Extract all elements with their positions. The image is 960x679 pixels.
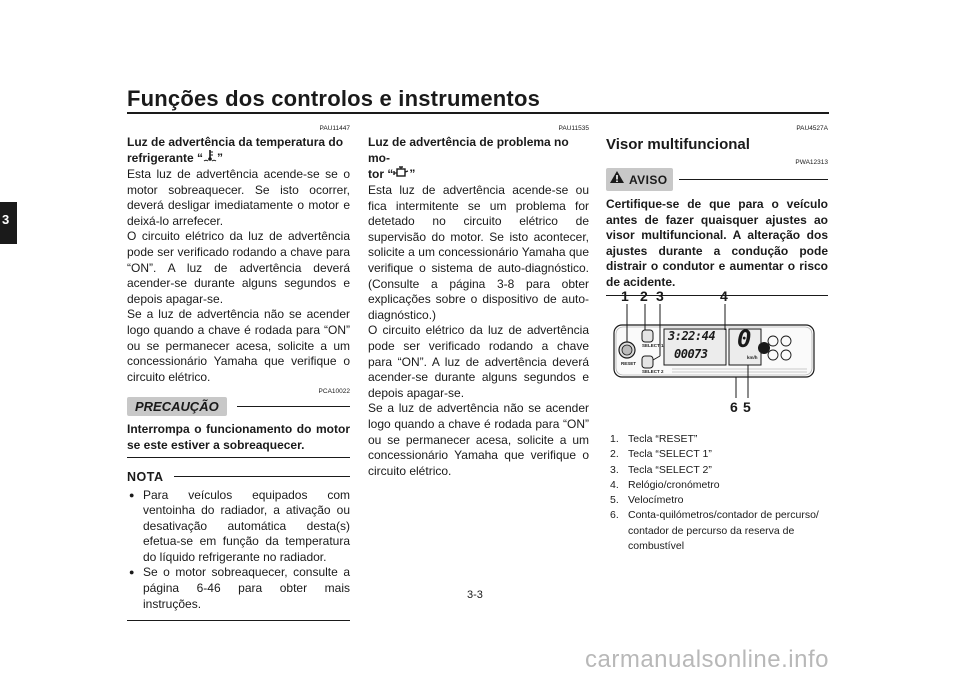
lcd-speed: 0 <box>737 325 752 353</box>
column-1 <box>127 125 350 621</box>
callout-2: 2 <box>640 288 648 304</box>
legend-item: 5. Velocímetro <box>610 494 684 507</box>
section-title: Luz de advertência de problema no mo- tor “ ” <box>368 135 569 181</box>
coolant-temperature-icon <box>203 151 217 165</box>
page-title: Funções dos controlos e instrumentos <box>127 86 541 111</box>
callout-4: 4 <box>720 288 728 304</box>
engine-trouble-icon <box>393 167 409 181</box>
section-code: PAU11535 <box>558 125 589 132</box>
section-body: Esta luz de advertência acende-se ou fica intermitente se um problema for detetado no circuito elétrico de supervisão do motor. Se isto acontecer, solicite a um concessionário Yamaha que verifique o sistema de auto-diagnóstico. (Consulte a página 3-8 para obter explicações sobre o dispositivo de auto-diagnóstico.) O circuito elétrico da luz de advertência pode ser verificado rodando a chave para “ON”. A luz de advertência deverá acender-se durante alguns segundos e depois apagar-se. Se a luz de advertência não se acender logo quando a chave é rodada para “ON” ou se permanecer acesa, solicite a um concessionário Yamaha que verifique o circuito elétrico. <box>368 183 589 478</box>
select1-button-label: SELECT 1 <box>642 343 664 348</box>
section-code: PAU11447 <box>319 125 350 132</box>
figure-legend <box>610 432 828 554</box>
warning-header <box>606 168 828 191</box>
reset-button-label: RESET <box>621 361 637 366</box>
section-body: Esta luz de advertência acende-se se o motor sobreaquecer. Se isto ocorrer, deverá desligar imediatamente o motor e deixá-lo arrefecer. O circuito elétrico da luz de advertência pode ser verificado rodando a chave para “ON”. A luz de advertência deverá acender-se durante alguns segundos e depois apagar-se. Se a luz de advertência não se acender logo quando a chave é rodada para “ON” ou se permanecer acesa, solicite a um concessionário Yamaha que verifique o circuito elétrico. <box>127 167 350 384</box>
caution-code: PCA10022 <box>318 388 350 396</box>
warning-text: Certifique-se de que para o veículo antes de fazer quaisquer ajustes ao visor multifuncional. A alteração dos ajustes durante a condução pode distrair o condutor e aumentar o risco de acidente. <box>606 197 828 289</box>
chapter-number: 3 <box>2 212 10 227</box>
select2-button-label: SELECT 2 <box>642 369 664 374</box>
legend-item: 1. Tecla “RESET” <box>610 433 698 445</box>
legend-item: 2. Tecla “SELECT 1” <box>610 448 712 461</box>
caution-header <box>127 397 350 416</box>
column-3 <box>606 125 828 296</box>
section-title: Luz de advertência da temperatura do refrigerante “ ” <box>127 135 344 165</box>
note-list <box>127 488 350 613</box>
watermark: carmanualsonline.info <box>585 646 829 673</box>
note-item: ● Para veículos equipados com ventoinha do radiador, a ativação ou desativação automática desta(s) efetua-se em função da temperatura do líquido refrigerante no radiador. <box>127 488 350 566</box>
column-2 <box>368 125 589 479</box>
lcd-odometer: 00073 <box>674 347 708 361</box>
note-label: NOTA <box>127 469 164 484</box>
legend-item: 3. Tecla “SELECT 2” <box>610 463 712 476</box>
callout-6: 6 <box>730 399 738 415</box>
section-title: Visor multifuncional <box>606 136 750 153</box>
page-number: 3-3 <box>467 589 483 601</box>
header-rule <box>127 112 829 114</box>
legend-item: 6. Conta-quilómetros/contador de percurso/ contador de percurso da reserva de combustível <box>610 509 819 553</box>
lcd-clock: 3:22:44 <box>668 329 716 343</box>
section-code: PAU4527A <box>796 125 828 132</box>
warning-triangle-icon <box>609 170 625 189</box>
note-item: ● Se o motor sobreaquecer, consulte a página 6-46 para obter mais instruções. <box>127 565 350 612</box>
multifunction-display-figure <box>612 288 830 418</box>
note-header <box>127 470 350 484</box>
warning-code: PWA12313 <box>795 159 828 166</box>
callout-3: 3 <box>656 288 664 304</box>
caution-label: PRECAUÇÃO <box>127 397 227 416</box>
caution-text: Interrompa o funcionamento do motor se este estiver a sobreaquecer. <box>127 422 350 452</box>
callout-5: 5 <box>743 399 751 415</box>
speed-unit: km/h <box>747 355 758 360</box>
legend-item: 4. Relógio/cronómetro <box>610 478 720 491</box>
warning-label: AVISO <box>629 172 668 187</box>
callout-1: 1 <box>621 288 629 304</box>
